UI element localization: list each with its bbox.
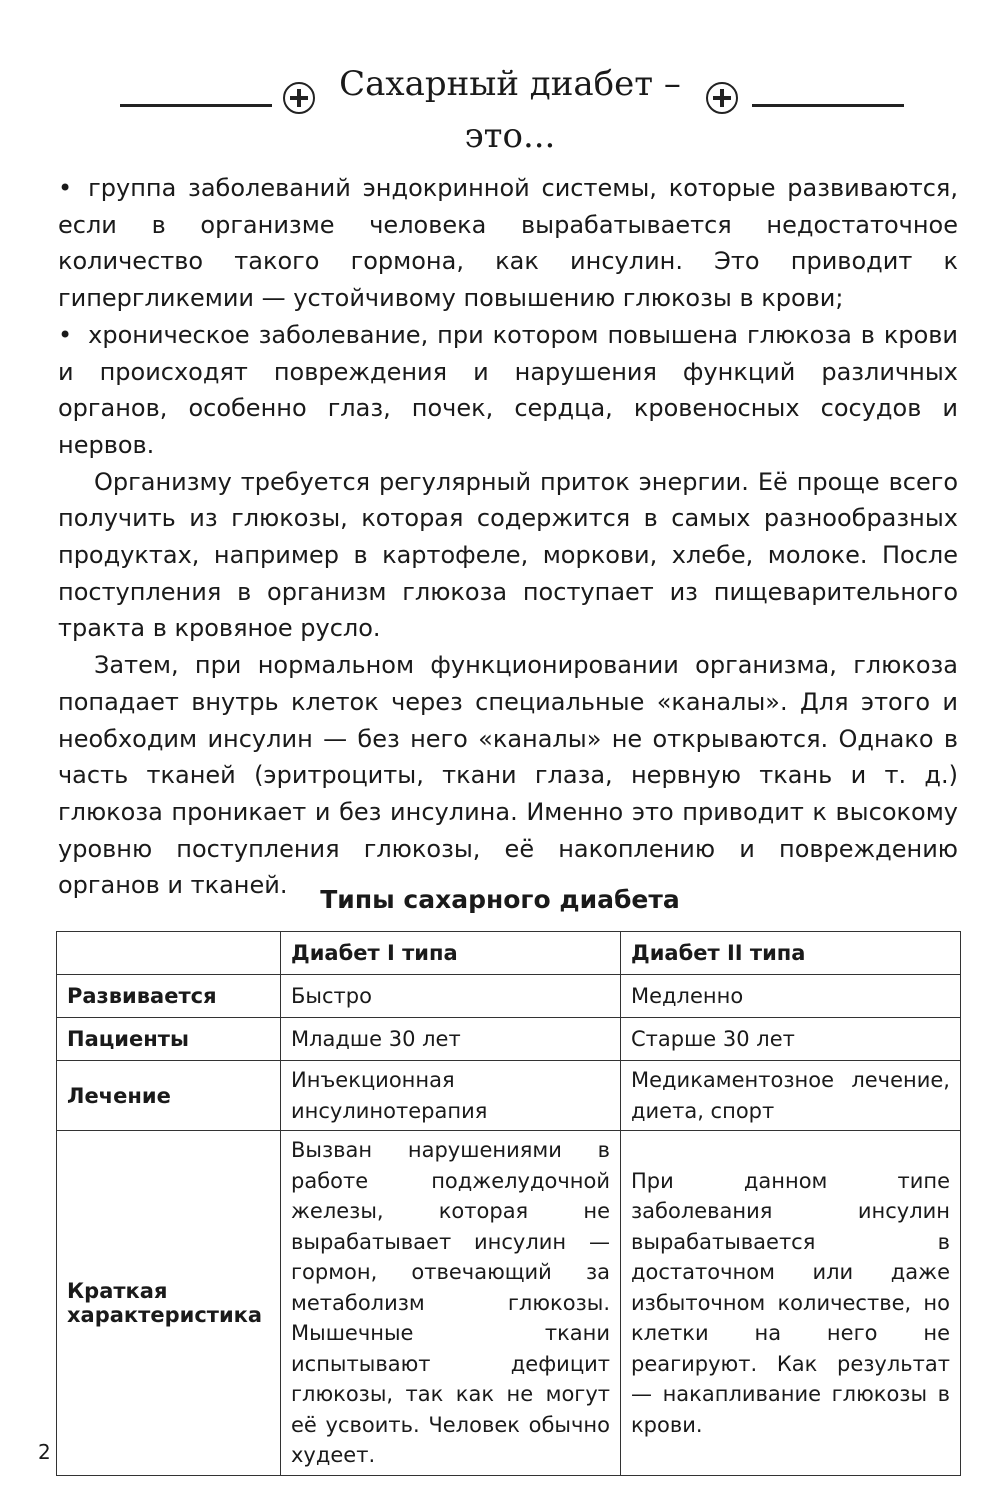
- diabetes-types-table: [56, 931, 961, 1476]
- body-text: [58, 170, 958, 904]
- bullet-item: • хроническое заболевание, при котором повышена глюкоза в крови и происходят повреждения и нарушения функций различных органов, особенно глаз, почек, сердца, кровеносных сосудов и нервов.: [58, 317, 958, 464]
- chapter-heading: [0, 58, 1000, 158]
- table-row: [57, 1018, 961, 1061]
- table-row: [57, 1061, 961, 1131]
- table-cell: При данном типе заболевания инсулин вырабатывается в достаточном или даже избыточном количестве, но клетки на него не реагируют. Как результат — накапливание глюкозы в крови.: [621, 1131, 961, 1476]
- bullet-item: • группа заболеваний эндокринной системы, которые развиваются, если в организме человека вырабатывается недостаточное количество такого гормона, как инсулин. Это приводит к гипергликемии — устойчивому повышению глюкозы в крови;: [58, 170, 958, 317]
- header-cell: [57, 932, 281, 975]
- table-cell: Инъекционная инсулинотерапия: [281, 1061, 621, 1131]
- heading-rule-left: [120, 104, 272, 107]
- table-cell: Младше 30 лет: [281, 1018, 621, 1061]
- page-number: 2: [38, 1440, 51, 1464]
- row-header: Лечение: [57, 1061, 281, 1131]
- table-header-row: [57, 932, 961, 975]
- medical-cross-icon: [706, 82, 738, 114]
- row-header: Развивается: [57, 975, 281, 1018]
- medical-cross-icon: [283, 82, 315, 114]
- table-cell: Старше 30 лет: [621, 1018, 961, 1061]
- header-cell-type-2: Диабет II типа: [621, 932, 961, 975]
- table-row: [57, 1131, 961, 1476]
- title-line-2: это...: [464, 116, 556, 156]
- table-title: Типы сахарного диабета: [320, 885, 680, 914]
- table-cell: Быстро: [281, 975, 621, 1018]
- row-header: Пациенты: [57, 1018, 281, 1061]
- table-cell: Медикаментозное лечение, диета, спорт: [621, 1061, 961, 1131]
- table-cell: Медленно: [621, 975, 961, 1018]
- title-line-1: Сахарный диабет –: [339, 64, 681, 104]
- row-header: Краткая характеристика: [57, 1131, 281, 1476]
- table-row: [57, 975, 961, 1018]
- header-cell-type-1: Диабет I типа: [281, 932, 621, 975]
- table-cell: Вызван нарушениями в работе поджелудочной железы, которая не вырабатывает инсулин — гормон, отвечающий за метаболизм глюкозы. Мышечные ткани испытывают дефицит глюкозы, так как не могут её усвоить. Человек обычно худеет.: [281, 1131, 621, 1476]
- page-title: [320, 58, 700, 162]
- paragraph: Затем, при нормальном функционировании организма, глюкоза попадает внутрь клеток через специальные «каналы». Для этого и необходим инсулин — без него «каналы» не открываются. Однако в часть тканей (эритроциты, ткани глаза, нервную ткань и т. д.) глюкоза проникает и без инсулина. Именно это приводит к высокому уровню поступления глюкозы, её накоплению и повреждению органов и тканей.: [58, 651, 958, 900]
- paragraph: Организму требуется регулярный приток энергии. Её проще всего получить из глюкозы, которая содержится в самых разнообразных продуктах, например в картофеле, моркови, хлебе, молоке. После поступления в организм глюкоза поступает из пищеварительного тракта в кровяное русло.: [58, 467, 958, 643]
- heading-rule-right: [752, 104, 904, 107]
